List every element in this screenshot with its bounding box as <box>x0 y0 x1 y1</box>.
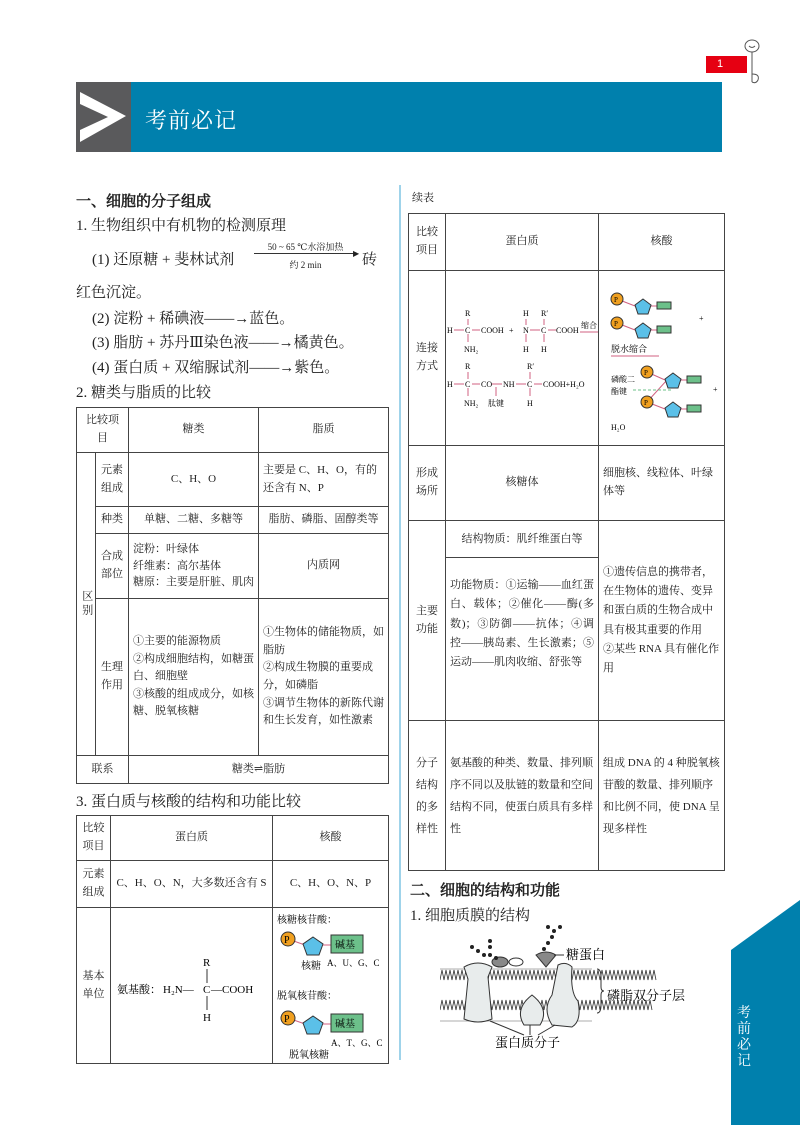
svg-text:P: P <box>644 369 648 377</box>
reaction-1-result: 砖 <box>362 252 378 268</box>
cell: C、H、O、N，大多数还含有 S <box>111 861 273 908</box>
row-label: 主要功能 <box>409 521 446 721</box>
svg-text:核糖: 核糖 <box>301 960 321 972</box>
svg-text:A、U、G、C: A、U、G、C <box>327 957 380 968</box>
cell: 组成 DNA 的 4 种脱氧核苷酸的数量、排列顺序和比例不同，使 DNA 呈现多样性 <box>599 721 725 871</box>
svg-text:碱基: 碱基 <box>335 1018 355 1030</box>
subheading: 3. 蛋白质与核酸的结构和功能比较 <box>76 794 302 810</box>
key-mascot-icon <box>742 38 764 88</box>
section-heading: 二、细胞的结构和功能 <box>410 881 561 899</box>
row-label: 基本单位 <box>77 908 111 1064</box>
glycoprotein <box>492 952 556 967</box>
page-title: 考前必记 <box>145 109 238 134</box>
subheading: 2. 糖类与脂质的比较 <box>76 385 212 401</box>
sugar-lipid-table <box>76 407 389 784</box>
svg-text:H: H <box>447 326 453 335</box>
svg-text:酯键: 酯键 <box>611 387 627 396</box>
svg-text:H: H <box>523 309 529 318</box>
svg-text:P: P <box>644 399 648 407</box>
chevron-right-icon <box>76 82 131 152</box>
pentose-icon <box>303 937 323 955</box>
side-tab-label: 考前必记 <box>737 1005 751 1069</box>
phosphodiester-cell <box>599 271 725 446</box>
svg-text:氨基酸：: 氨基酸： <box>117 983 161 996</box>
svg-text:H: H <box>523 345 529 354</box>
svg-text:—COOH: —COOH <box>211 983 254 996</box>
column-divider <box>399 185 401 1060</box>
cell: ①主要的能源物质 ②构成细胞结构，如糖蛋白、细胞壁 ③核酸的组成成分，如核糖、脱氧核糖 <box>129 599 259 756</box>
header-cell: 脂质 <box>259 408 389 453</box>
nucleotide-cell <box>273 908 389 1064</box>
svg-text:H: H <box>447 380 453 389</box>
protein-function-cell <box>446 521 599 721</box>
svg-text:A、T、G、C: A、T、G、C <box>331 1037 383 1048</box>
nucleotide-diagrams <box>273 909 389 1063</box>
cell: ①遗传信息的携带者，在生物体的遗传、变异和蛋白质的生物合成中具有极其重要的作用 ②某些 RNA 具有催化作用 <box>599 521 725 721</box>
svg-text:COOH: COOH <box>481 326 504 335</box>
cell: 单糖、二糖、多糖等 <box>129 507 259 534</box>
subheading: 1. 生物组织中有机物的检测原理 <box>76 218 287 234</box>
arrow-icon: ——→ <box>248 335 294 351</box>
row-label: 种类 <box>96 507 129 534</box>
header-cell: 核酸 <box>273 816 389 861</box>
peptide-bond-cell <box>446 271 599 446</box>
svg-text:COOH+H₂O: COOH+H₂O <box>543 380 585 389</box>
pentose-icon <box>303 1016 323 1034</box>
arrow-icon: ——→ <box>204 311 250 327</box>
reaction-2: (2) 淀粉 + 稀碘液——→蓝色。 <box>92 311 295 327</box>
header-cell: 比较项目 <box>409 214 446 271</box>
header-cell: 比较项目 <box>77 816 111 861</box>
svg-text:磷酸二: 磷酸二 <box>611 375 635 384</box>
page-number: 1 <box>706 56 747 73</box>
cell: 糖类⇌脂肪 <box>129 756 389 784</box>
svg-text:R′: R′ <box>527 362 535 371</box>
cell: C、H、O <box>129 453 259 507</box>
reaction-1-result-cont: 红色沉淀。 <box>76 285 152 301</box>
cell: 内质网 <box>259 534 389 599</box>
cell: 细胞核、线粒体、叶绿体等 <box>599 446 725 521</box>
svg-text:H: H <box>203 1011 211 1024</box>
svg-text:核糖核苷酸：: 核糖核苷酸： <box>277 914 337 926</box>
row-label: 联系 <box>77 756 129 784</box>
svg-text:C: C <box>465 380 471 389</box>
svg-text:P: P <box>614 296 618 304</box>
cell-membrane-diagram <box>440 925 700 1050</box>
arrow-right-icon: ▶ <box>353 249 360 258</box>
cell: 氨基酸的种类、数量、排列顺序不同以及肽链的数量和空间结构不同，使蛋白质具有多样性 <box>446 721 599 871</box>
svg-text:P: P <box>614 320 618 328</box>
svg-text:P: P <box>284 1013 290 1025</box>
row-label: 连接方式 <box>409 271 446 446</box>
cell: 核糖体 <box>446 446 599 521</box>
header-cell: 核酸 <box>599 214 725 271</box>
reaction-condition-top: 50 ~ 65 ℃水浴加热 <box>254 242 357 254</box>
svg-text:脱氧核苷酸：: 脱氧核苷酸： <box>277 990 337 1002</box>
reaction-1: (1) 还原糖 + 斐林试剂 <box>92 252 235 268</box>
cell: 脂肪、磷脂、固醇类等 <box>259 507 389 534</box>
functional-protein-text: 功能物质：①运输——血红蛋白、载体；②催化——酶(多数)；③防御——抗体；④调控——胰岛素、生长激素；⑤运动——肌肉收缩、舒张等 <box>450 579 594 668</box>
svg-text:+: + <box>699 314 704 323</box>
header-chevron-block <box>76 82 131 152</box>
reaction-condition-bottom: 约 2 min <box>289 260 322 270</box>
svg-text:H: H <box>541 345 547 354</box>
row-label: 生理作用 <box>96 599 129 756</box>
svg-text:C: C <box>203 983 211 996</box>
svg-text:P: P <box>284 934 290 946</box>
row-group-label: 区别 <box>77 453 96 756</box>
arrow-icon: ——→ <box>249 360 295 376</box>
svg-text:NH₂: NH₂ <box>464 399 479 408</box>
header-cell: 蛋白质 <box>111 816 273 861</box>
svg-text:R′: R′ <box>541 309 549 318</box>
svg-text:+: + <box>509 326 514 335</box>
protein-nucleic-table <box>76 815 389 1064</box>
svg-text:肽键: 肽键 <box>488 399 504 408</box>
svg-text:N: N <box>523 326 529 335</box>
amino-acid-structure <box>111 911 271 1061</box>
row-label: 元素组成 <box>96 453 129 507</box>
cell: 主要是 C、H、O，有的还含有 N、P <box>259 453 389 507</box>
svg-text:H₂O: H₂O <box>611 423 626 432</box>
svg-text:NH₂: NH₂ <box>464 345 479 354</box>
header-cell: 糖类 <box>129 408 259 453</box>
svg-text:脱氧核糖: 脱氧核糖 <box>289 1049 329 1061</box>
subheading: 1. 细胞质膜的结构 <box>410 908 531 924</box>
svg-text:糖蛋白: 糖蛋白 <box>566 947 606 962</box>
header-cell: 比较项目 <box>77 408 129 453</box>
continued-label: 续表 <box>412 192 434 204</box>
cell: ①生物体的储能物质，如脂肪 ②构成生物膜的重要成分，如磷脂 ③调节生物体的新陈代谢和生长发育，如性激素 <box>259 599 389 756</box>
nucleotide-chain-diagram <box>599 272 723 444</box>
svg-text:磷脂双分子层: 磷脂双分子层 <box>607 988 686 1003</box>
row-label: 元素组成 <box>77 861 111 908</box>
svg-text:COOH: COOH <box>556 326 579 335</box>
svg-text:CO: CO <box>481 380 493 389</box>
row-label: 形成场所 <box>409 446 446 521</box>
svg-text:+: + <box>713 385 718 394</box>
svg-text:R: R <box>203 956 211 969</box>
svg-text:R: R <box>465 362 471 371</box>
row-label: 合成部位 <box>96 534 129 599</box>
amino-acid-cell <box>111 908 273 1064</box>
cell: C、H、O、N、P <box>273 861 389 908</box>
svg-text:NH: NH <box>503 380 515 389</box>
svg-text:H: H <box>527 399 533 408</box>
section-heading: 一、细胞的分子组成 <box>76 192 212 210</box>
svg-text:脱水缩合: 脱水缩合 <box>611 344 648 354</box>
svg-text:碱基: 碱基 <box>335 939 355 951</box>
reaction-3: (3) 脂肪 + 苏丹Ⅲ染色液——→橘黄色。 <box>92 335 354 351</box>
structural-protein-text: 结构物质：肌纤维蛋白等 <box>446 521 598 558</box>
svg-text:C: C <box>465 326 471 335</box>
cell: 淀粉：叶绿体 纤维素：高尔基体 糖原：主要是肝脏、肌肉 <box>129 534 259 599</box>
svg-text:H₂N—: H₂N— <box>163 983 194 996</box>
svg-text:缩合: 缩合 <box>581 321 597 330</box>
svg-text:C: C <box>527 380 533 389</box>
reaction-4: (4) 蛋白质 + 双缩脲试剂——→紫色。 <box>92 360 340 376</box>
svg-text:蛋白质分子: 蛋白质分子 <box>495 1035 561 1050</box>
svg-text:R: R <box>465 309 471 318</box>
row-label: 分子结构的多样性 <box>409 721 446 871</box>
continued-table <box>408 213 725 871</box>
header-cell: 蛋白质 <box>446 214 599 271</box>
peptide-formation-diagram <box>446 272 598 444</box>
svg-text:C: C <box>541 326 547 335</box>
